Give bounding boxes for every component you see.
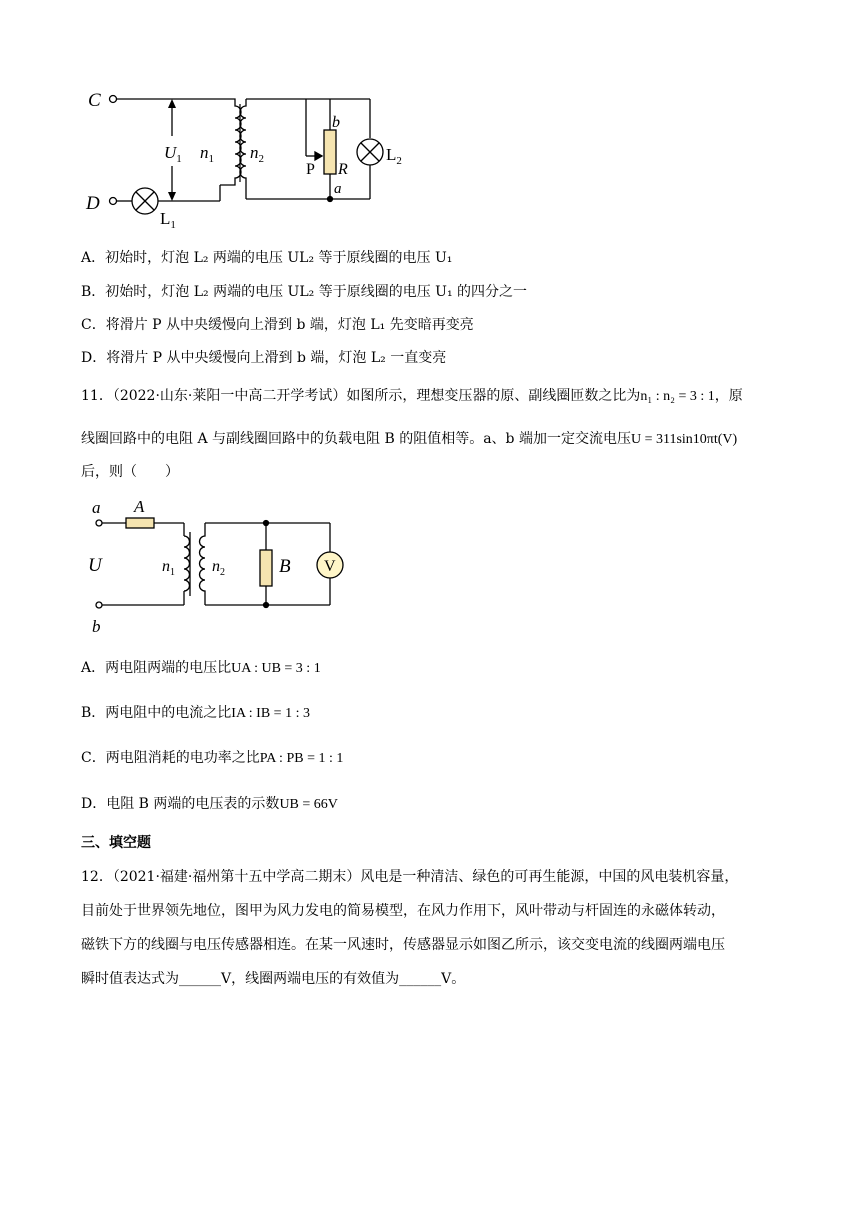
- figure-transformer-lamps: [80, 82, 420, 232]
- fig2-label-B: B: [279, 556, 291, 577]
- fig1-label-R: R: [338, 161, 348, 178]
- fig2-label-U: U: [88, 555, 102, 576]
- q11-option-c: C．两电阻消耗的电功率之比PA : PB = 1 : 1: [81, 750, 344, 766]
- figure-transformer-resistors: [80, 494, 350, 639]
- q10-option-d: D．将滑片 P 从中央缓慢向上滑到 b 端，灯泡 L₂ 一直变亮: [81, 350, 447, 366]
- fig1-label-C: C: [88, 90, 101, 111]
- fig1-label-a: a: [334, 181, 342, 197]
- fig2-label-b: b: [92, 617, 101, 636]
- fig1-label-L2: $L_2$: [386, 145, 402, 167]
- fig1-label-b: b: [332, 114, 340, 131]
- q11-option-b: B．两电阻中的电流之比IA : IB = 1 : 3: [81, 705, 310, 721]
- q10-option-b: B．初始时，灯泡 L₂ 两端的电压 UL₂ 等于原线圈的电压 U₁ 的四分之一: [81, 284, 528, 300]
- fig1-label-n2: $n_2$: [250, 143, 264, 165]
- fig1-label-n1: $n_1$: [200, 143, 214, 165]
- fig1-label-L1: $L_1$: [160, 209, 176, 231]
- fig2-voltmeter-V: V: [324, 558, 336, 575]
- q10-option-a: A．初始时，灯泡 L₂ 两端的电压 UL₂ 等于原线圈的电压 U₁: [81, 250, 453, 266]
- q12-line4: 瞬时值表达式为______V，线圈两端电压的有效值为______V。: [81, 971, 466, 987]
- q11-stem-line3: 后，则（ ）: [81, 464, 179, 480]
- fig1-label-U1: $U_1$: [164, 143, 182, 165]
- q12-line2: 目前处于世界领先地位，图甲为风力发电的简易模型，在风力作用下，风叶带动与杆固连的永磁体转动，: [81, 903, 725, 919]
- q11-stem-line1: 11．（2022·山东·莱阳一中高二开学考试）如图所示，理想变压器的原、副线圈匝数之比为n₁ : n₂ = 3 : 1，原: [81, 388, 743, 404]
- q12-line3: 磁铁下方的线圈与电压传感器相连。在某一风速时，传感器显示如图乙所示，该交变电流的线圈两端电压: [81, 937, 725, 953]
- q11-option-d: D．电阻 B 两端的电压表的示数UB = 66V: [81, 796, 338, 812]
- q12-line1: 12．（2021·福建·福州第十五中学高二期末）风电是一种清洁、绿色的可再生能源，中国的风电装机容量，: [81, 869, 739, 885]
- fig1-label-P: P: [306, 161, 315, 178]
- fig2-label-A: A: [134, 497, 145, 516]
- q11-option-a: A．两电阻两端的电压比UA : UB = 3 : 1: [81, 660, 321, 676]
- fig2-label-n2: $n_2$: [212, 558, 225, 578]
- section-heading-fill-in: 三、填空题: [81, 835, 151, 851]
- fig2-label-n1: $n_1$: [162, 558, 175, 578]
- fig2-label-a: a: [92, 498, 101, 517]
- q10-option-c: C．将滑片 P 从中央缓慢向上滑到 b 端，灯泡 L₁ 先变暗再变亮: [81, 317, 474, 333]
- q11-stem-line2: 线圈回路中的电阻 A 与副线圈回路中的负载电阻 B 的阻值相等。a、b 端加一定交流电压U = 311sin10πt(V): [81, 431, 738, 447]
- fig1-label-D: D: [86, 193, 100, 214]
